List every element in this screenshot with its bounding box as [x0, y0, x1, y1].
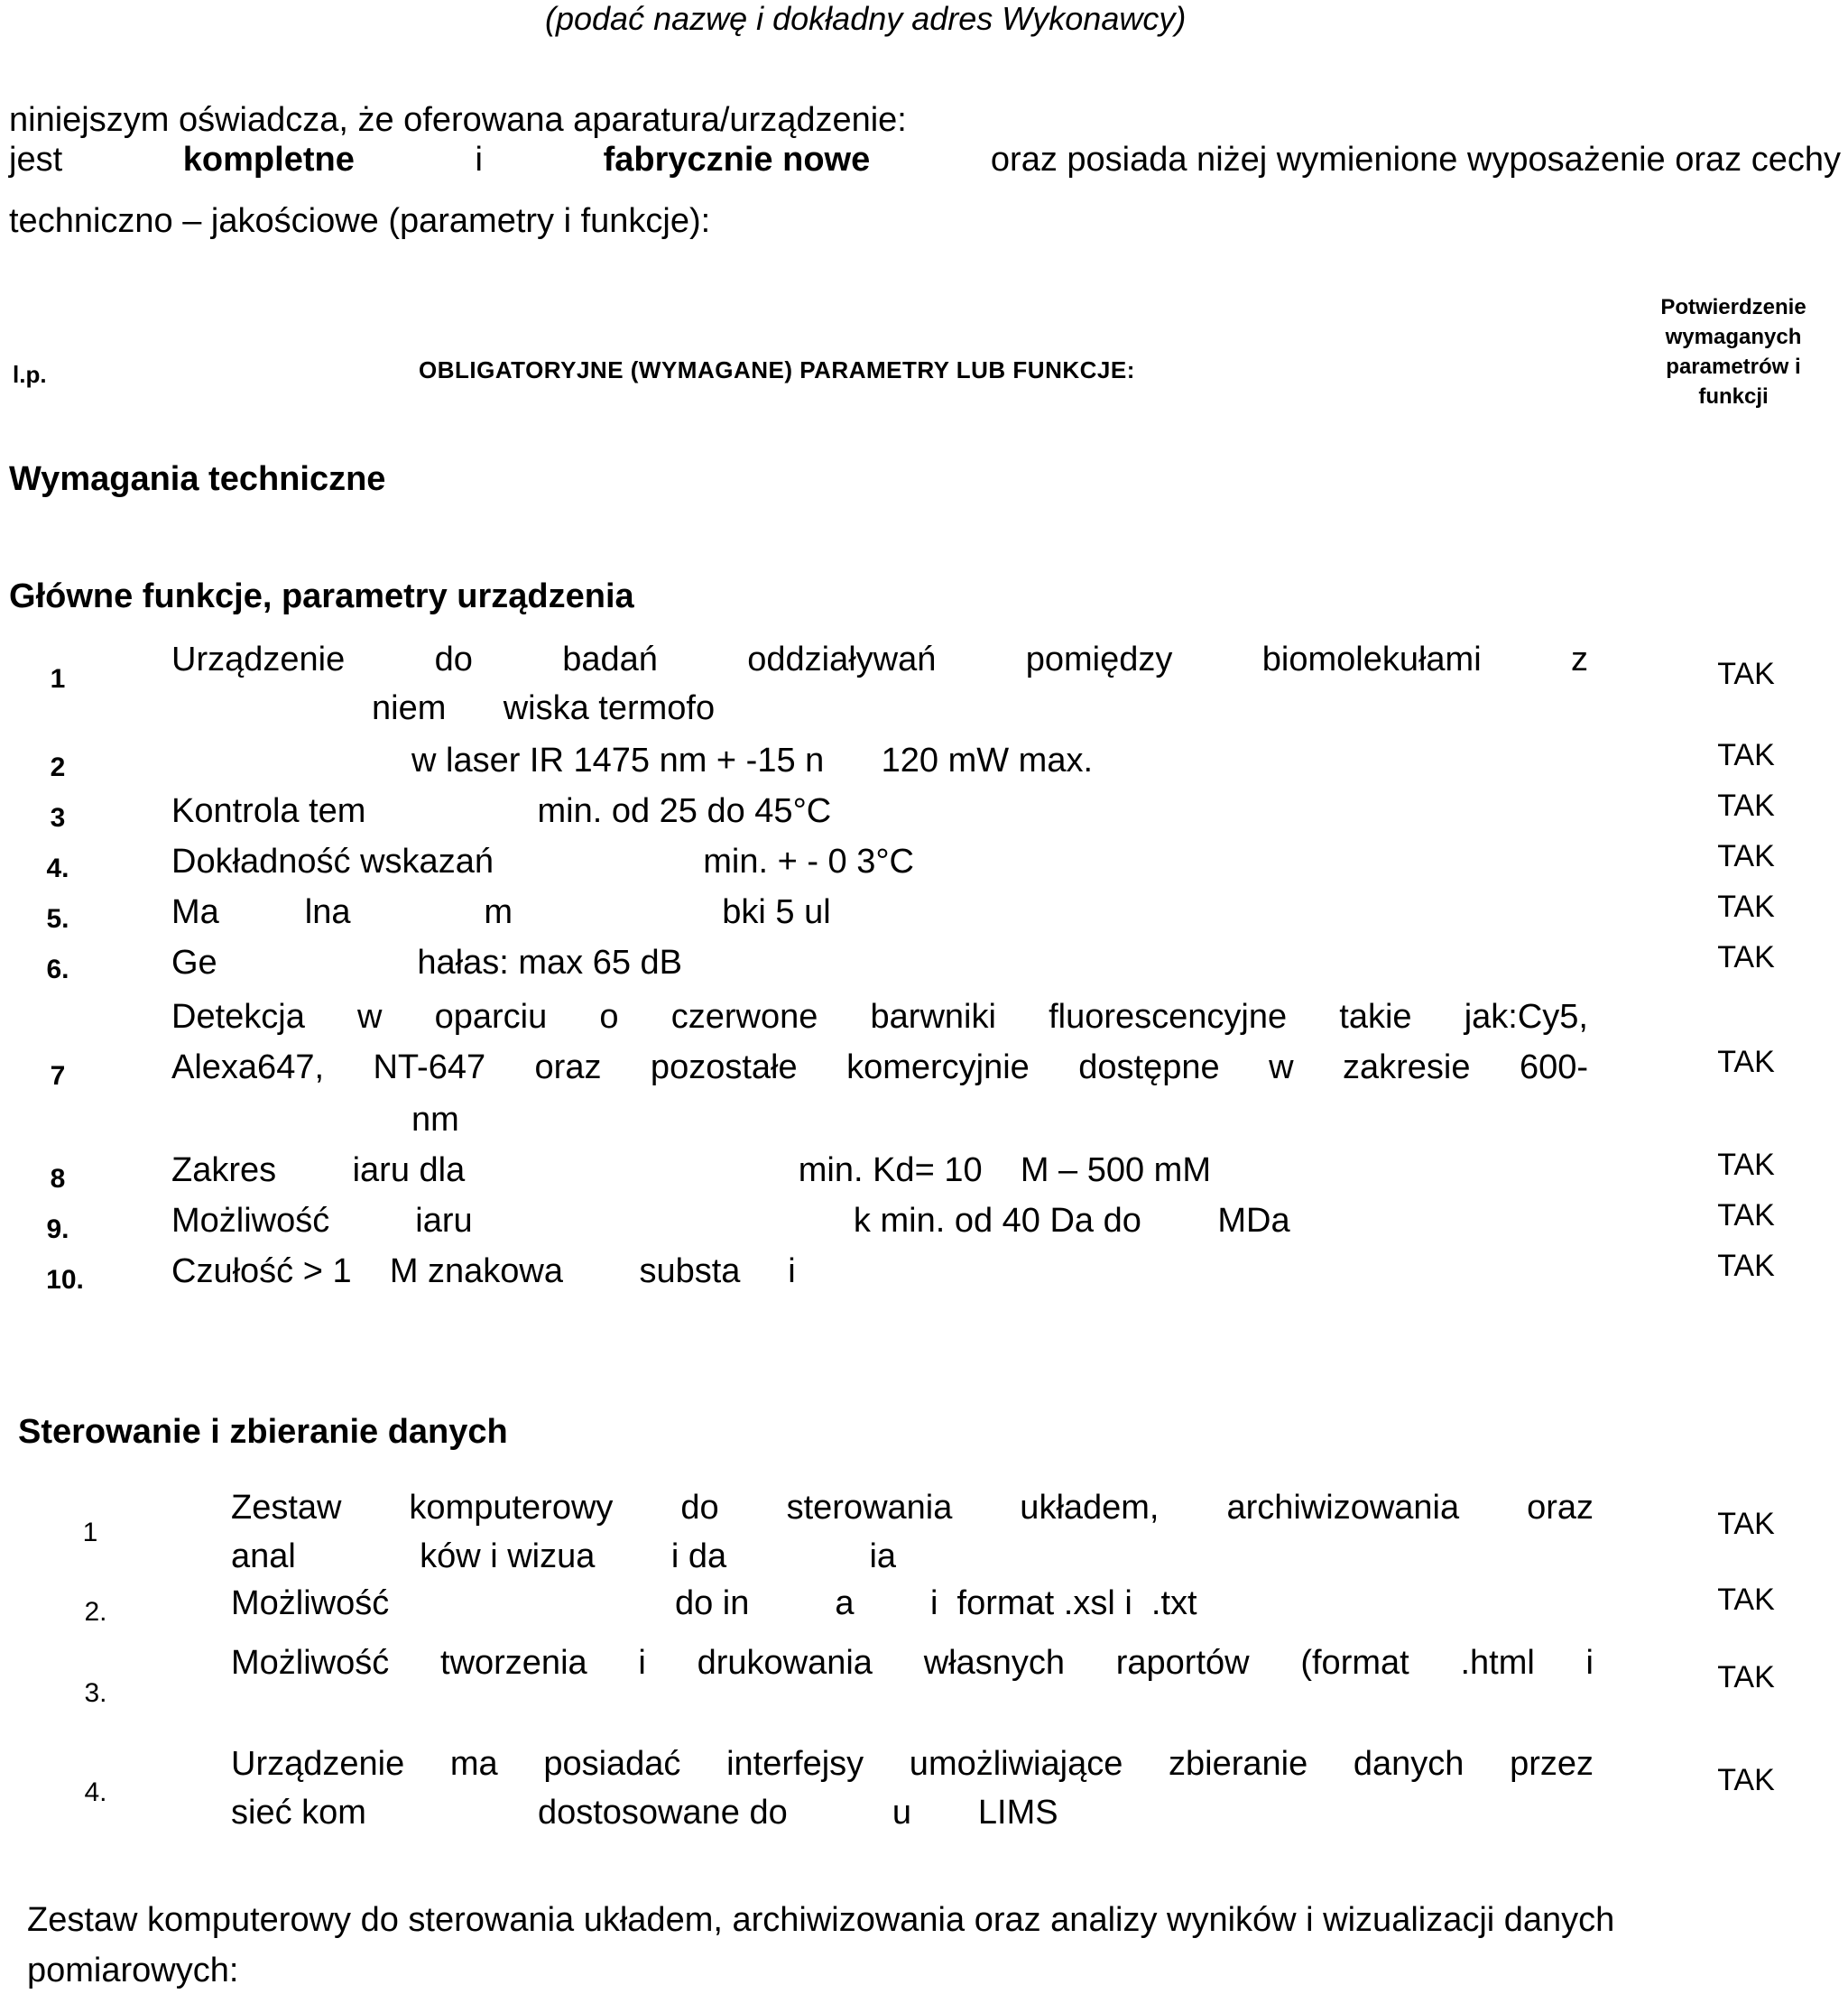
row-text-line: Zakres iaru dla min. Kd= 10 M – 500 mM	[171, 1151, 1211, 1189]
row-word: badań	[562, 641, 658, 678]
confirm-header-line-4: funkcji	[1698, 384, 1769, 409]
intro-word-kompletne: kompletne	[182, 141, 355, 179]
row-text-line: sieć kom dostosowane do u LIMS	[231, 1794, 1058, 1832]
row-text-line: Możliwość tworzenia i drukowania własnych raportów (format .html i	[231, 1644, 1594, 1682]
confirmation-value: TAK	[1717, 940, 1775, 974]
section-main-functions: Główne funkcje, parametry urządzenia	[9, 577, 634, 615]
row-number: 4.	[46, 854, 69, 883]
row-text-line: Alexa647, NT-647 oraz pozostałe komercyjnie dostępne w zakresie 600-	[171, 1048, 1588, 1086]
confirmation-value: TAK	[1717, 1148, 1775, 1182]
confirm-header-line-2: wymaganych	[1665, 325, 1802, 349]
intro-word-rest: oraz posiada niżej wymienione wyposażenie oraz cechy	[990, 141, 1841, 179]
confirmation-value: TAK	[1717, 789, 1775, 823]
row-text-line	[171, 641, 1588, 679]
row-text-line: anal ków i wizua i da ia	[231, 1537, 897, 1575]
row-text-line: Detekcja w oparciu o czerwone barwniki fluorescencyjne takie jak:Cy5,	[171, 998, 1588, 1036]
intro-word-jest: jest	[9, 141, 63, 179]
row-word: z	[1571, 641, 1588, 678]
footer-paragraph: Zestaw komputerowy do sterowania układem, archiwizowania oraz analizy wyników i wizualizacji danych pomiarowych:	[27, 1901, 1615, 1989]
row-number: 6.	[46, 955, 69, 984]
row-number: 1	[50, 664, 66, 694]
column-header-confirmation	[1621, 292, 1846, 411]
section-technical: Wymagania techniczne	[9, 460, 386, 498]
row-number: 3	[50, 803, 66, 833]
row-word: do	[434, 641, 473, 678]
row-text-line: Czułość > 1 M znakowa substa i	[171, 1252, 796, 1290]
confirmation-value: TAK	[1717, 738, 1775, 772]
row-word: biomolekułami	[1261, 641, 1482, 678]
row-number: 4.	[84, 1777, 107, 1807]
row-number: 10.	[46, 1265, 84, 1295]
intro-word-fabrycznie-nowe: fabrycznie nowe	[603, 141, 871, 179]
row-text-line: Kontrola tem min. od 25 do 45°C	[171, 792, 832, 830]
row-number: 8	[50, 1164, 66, 1194]
row-text-line: niem wiska termofo	[372, 689, 716, 727]
column-header-parameters: OBLIGATORYJNE (WYMAGANE) PARAMETRY LUB FUNKCJE:	[419, 356, 1135, 383]
confirmation-value: TAK	[1717, 890, 1775, 924]
confirmation-value: TAK	[1717, 1198, 1775, 1232]
intro-line-2	[9, 141, 1841, 180]
confirmation-value: TAK	[1717, 1045, 1775, 1079]
row-word: oddziaływań	[747, 641, 937, 678]
row-word: Urządzenie	[171, 641, 346, 678]
row-number: 3.	[84, 1678, 107, 1708]
row-text-line: Możliwość iaru k min. od 40 Da do MDa	[171, 1202, 1290, 1240]
intro-line-3: techniczno – jakościowe (parametry i funkcje):	[9, 202, 711, 240]
row-number: 1	[82, 1518, 98, 1547]
section-control: Sterowanie i zbieranie danych	[18, 1413, 508, 1451]
row-number: 9.	[46, 1214, 69, 1244]
row-number: 7	[50, 1061, 66, 1091]
row-text-line: Ma lna m bki 5 ul	[171, 893, 831, 931]
row-word: pomiędzy	[1025, 641, 1173, 678]
row-text-line: w laser IR 1475 nm + -15 n 120 mW max.	[411, 742, 1094, 780]
contractor-hint: (podać nazwę i dokładny adres Wykonawcy)	[545, 0, 1187, 37]
row-number: 2	[50, 752, 66, 782]
confirmation-value: TAK	[1717, 1507, 1775, 1541]
row-number: 5.	[46, 904, 69, 934]
intro-word-i: i	[475, 141, 483, 179]
confirmation-value: TAK	[1717, 1660, 1775, 1694]
confirmation-value: TAK	[1717, 657, 1775, 691]
confirmation-value: TAK	[1717, 839, 1775, 873]
row-text-line: nm	[411, 1101, 459, 1139]
row-number: 2.	[84, 1597, 107, 1627]
confirmation-value: TAK	[1717, 1249, 1775, 1283]
confirm-header-line-1: Potwierdzenie	[1660, 295, 1806, 319]
row-text-line: Urządzenie ma posiadać interfejsy umożliwiające zbieranie danych przez	[231, 1745, 1594, 1783]
intro-line-1: niniejszym oświadcza, że oferowana aparatura/urządzenie:	[9, 101, 907, 139]
confirmation-value: TAK	[1717, 1763, 1775, 1797]
row-text-line: Zestaw komputerowy do sterowania układem, archiwizowania oraz	[231, 1489, 1594, 1527]
column-header-lp: l.p.	[13, 361, 47, 388]
confirmation-value: TAK	[1717, 1583, 1775, 1617]
row-text-line: Ge hałas: max 65 dB	[171, 944, 683, 982]
row-text-line: Dokładność wskazań min. + - 0 3°C	[171, 843, 914, 881]
confirm-header-line-3: parametrów i	[1666, 355, 1801, 379]
row-text-line: Możliwość do in a i format .xsl i .txt	[231, 1584, 1197, 1622]
